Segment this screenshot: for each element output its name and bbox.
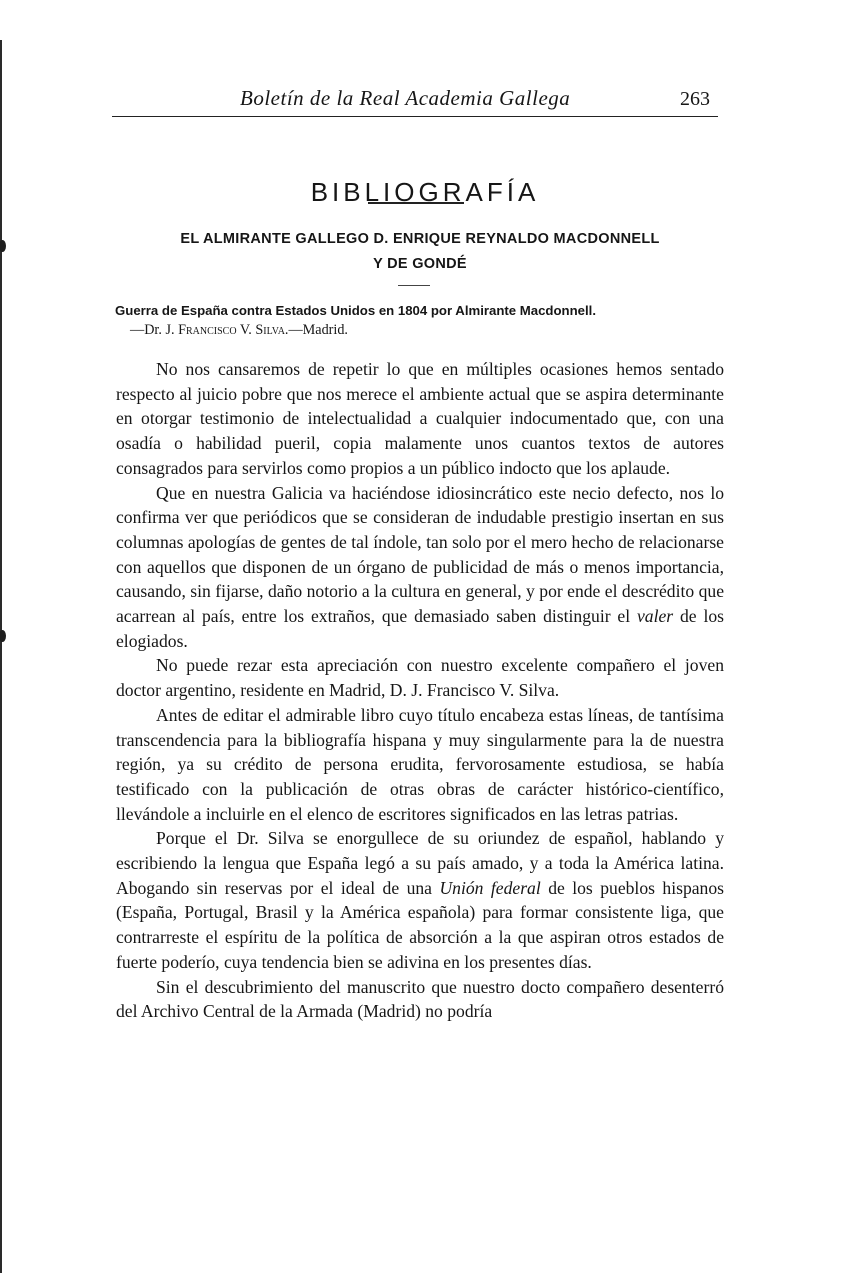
citation-author — [130, 322, 690, 339]
article-heading-line-2: Y DE GONDÉ — [373, 256, 467, 272]
citation-author-name: Francisco V. Silva — [178, 322, 285, 338]
paragraph-2 — [116, 481, 724, 654]
citation-title: Guerra de España contra Estados Unidos en 1804 por Almirante Macdonnell. — [115, 303, 596, 318]
heading-rule — [398, 285, 430, 286]
title-rule — [368, 202, 464, 204]
page-number: 263 — [680, 88, 710, 110]
paragraph-1: No nos cansaremos de repetir lo que en múltiples ocasiones hemos sentado respecto al juicio pobre que nos merece el ambiente actual que se aspira determinante en otorgar testimonio de intelectualidad a cualquier indocumentado que, con una osadía o habilidad pueril, copia malamente unos cuantos textos de autores consagrados para servirlos como propios a un público indocto que los aplaude. — [116, 359, 724, 478]
section-title: BIBLIOGRAFÍA — [310, 177, 540, 208]
paragraph-2-italic: valer — [636, 606, 674, 627]
paragraph-4: Antes de editar el admirable libro cuyo título encabeza estas líneas, de tantísima transcendencia para la bibliografía hispana y muy singularmente para la de nuestra región, ya su crédito de persona erudita, fervorosamente estudiosa, se había testificado con la publicación de otras obras de carácter histórico-científico, llevándole a incluirle en el elenco de escritores significados en las letras patrias. — [116, 704, 724, 824]
paragraph-5 — [116, 826, 724, 974]
paragraph-5-text-a: Porque el Dr. Silva se enorgullece de su oriundez de español, hablando y escribiendo la lengua que España legó a su país amado, y a toda la América latina. Abogando sin reservas por el ideal de una — [116, 828, 724, 898]
paragraph-3: No puede rezar esta apreciación con nuestro excelente compañero el joven doctor argentino, residente en Madrid, D. J. Francisco V. Silva. — [116, 655, 724, 701]
paragraph-6: Sin el descubrimiento del manuscrito que nuestro docto compañero desenterró del Archivo Central de la Armada (Madrid) no podría — [116, 976, 724, 1022]
paragraph-5-text-b: de los pueblos hispanos (España, Portugal, Brasil y la América española) para formar consistente liga, que contrarreste el espíritu de la política de absorción a la que aspiran otros estados de fuerte poderío, cuya tendencia bien se adivina en los presentes días. — [116, 877, 725, 972]
citation-author-prefix: —Dr. J. — [130, 322, 179, 338]
paragraph-2-text-b: de los elogiados. — [116, 606, 724, 651]
paragraph-5-italic: Unión federal — [439, 877, 541, 898]
article-heading-line-1: EL ALMIRANTE GALLEGO D. ENRIQUE REYNALDO MACDONNELL — [180, 231, 660, 247]
paragraph-2-text-a: Que en nuestra Galicia va haciéndose idiosincrático este necio defecto, nos lo confirma ver que periódicos que se consideran de indudable prestigio insertan en sus columnas apologías de gentes de tal índole, tan solo por el mero hecho de relacionarse con aquellos que disponen de un órgano de publicidad de más o menos importancia, causando, sin fijarse, daño notorio a la cultura en general, y por ende el descrédito que acarrean al país, entre los extraños, que demasiado saben distinguir el — [116, 482, 724, 627]
binding-edge — [0, 40, 12, 1273]
review-body — [116, 357, 724, 1024]
running-title: Boletín de la Real Academia Gallega — [240, 86, 571, 110]
citation-author-suffix: .—Madrid. — [284, 322, 348, 338]
running-head — [112, 86, 718, 117]
